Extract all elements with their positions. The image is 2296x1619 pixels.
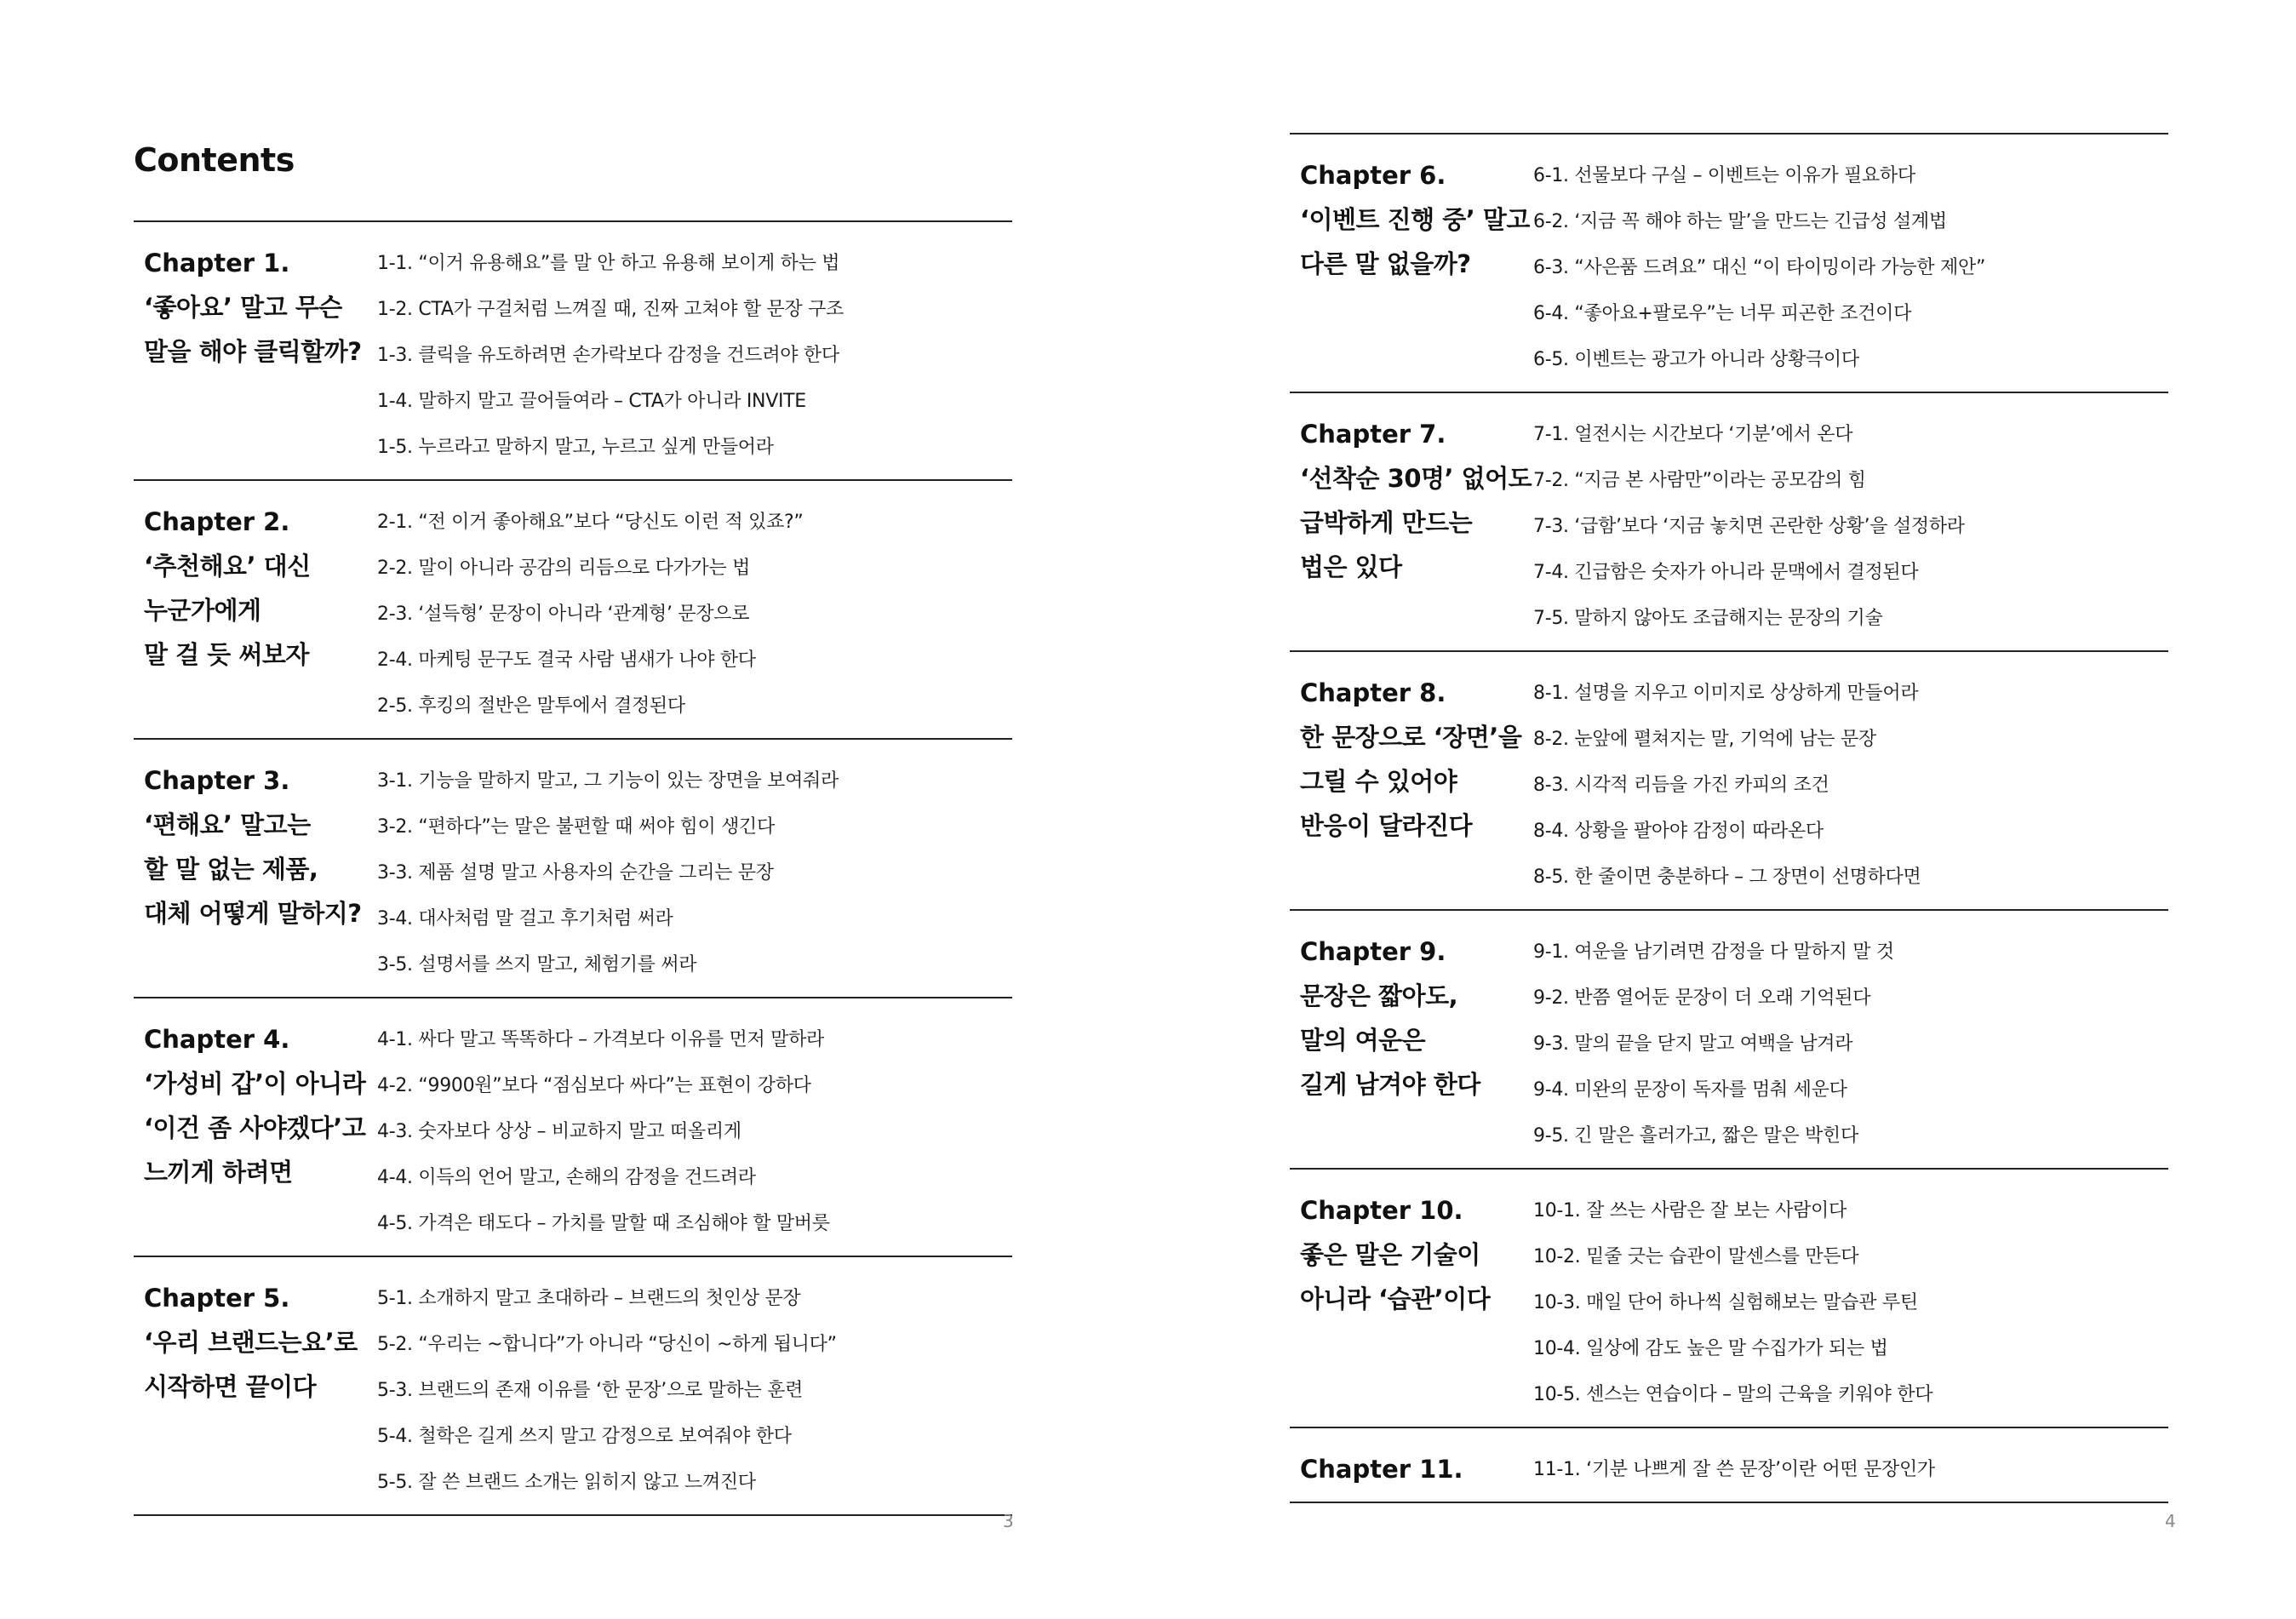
chapter-title-line: ‘선착순 30명’ 없어도 xyxy=(1300,464,1532,493)
chapter-heading xyxy=(1290,412,1533,589)
section-item: 4-1. 싸다 말고 똑똑하다 – 가격보다 이유를 먼저 말하라 xyxy=(377,1029,825,1050)
chapter-heading xyxy=(1290,1188,1533,1321)
section-item: 1-2. CTA가 구걸처럼 느껴질 때, 진짜 고쳐야 할 문장 구조 xyxy=(377,299,844,320)
page-number: 4 xyxy=(2165,1511,2176,1531)
section-item: 9-4. 미완의 문장이 독자를 멈춰 세운다 xyxy=(1533,1079,1847,1101)
chapter-block xyxy=(1290,652,2168,911)
chapter-title-line: 아니라 ‘습관’이다 xyxy=(1300,1284,1491,1313)
section-item: 10-3. 매일 단어 하나씩 실험해보는 말습관 루틴 xyxy=(1533,1292,1918,1313)
chapter-number: Chapter 10. xyxy=(1300,1196,1463,1225)
chapter-title-line: 좋은 말은 기술이 xyxy=(1300,1240,1480,1269)
chapter-heading xyxy=(134,500,377,677)
chapter-title-line: ‘가성비 갑’이 아니라 xyxy=(144,1069,366,1098)
section-item: 8-5. 한 줄이면 충분하다 – 그 장면이 선명하다면 xyxy=(1533,867,1921,888)
section-item: 1-1. “이거 유용해요”를 말 안 하고 유용해 보이게 하는 법 xyxy=(377,253,840,274)
section-item: 9-3. 말의 끝을 닫지 말고 여백을 남겨라 xyxy=(1533,1033,1853,1055)
page-number: 3 xyxy=(1003,1511,1014,1531)
chapter-number: Chapter 3. xyxy=(144,766,290,795)
section-item: 10-4. 일상에 감도 높은 말 수집가가 되는 법 xyxy=(1533,1338,1888,1359)
chapter-block xyxy=(134,222,1012,481)
chapter-title-line: 시작하면 끝이다 xyxy=(144,1372,317,1401)
section-item: 9-1. 여운을 남기려면 감정을 다 말하지 말 것 xyxy=(1533,941,1894,963)
section-item: 7-3. ‘급함’보다 ‘지금 놓치면 곤란한 상황’을 설정하라 xyxy=(1533,516,1965,537)
chapter-block xyxy=(134,740,1012,998)
chapter-heading xyxy=(1290,1447,1533,1491)
chapter-number: Chapter 6. xyxy=(1300,161,1446,190)
chapter-title-line: 말의 여운은 xyxy=(1300,1026,1426,1055)
chapter-block xyxy=(134,998,1012,1257)
section-item: 4-2. “9900원”보다 “점심보다 싸다”는 표현이 강하다 xyxy=(377,1075,811,1096)
section-item: 2-4. 마케팅 문구도 결국 사람 냄새가 나야 한다 xyxy=(377,649,756,671)
section-item: 1-4. 말하지 말고 끌어들여라 – CTA가 아니라 INVITE xyxy=(377,391,806,412)
chapter-block xyxy=(134,481,1012,740)
section-list xyxy=(377,241,1012,471)
section-item: 10-1. 잘 쓰는 사람은 잘 보는 사람이다 xyxy=(1533,1200,1847,1221)
chapter-title-line: 한 문장으로 ‘장면’을 xyxy=(1300,723,1522,752)
chapter-block xyxy=(1290,911,2168,1170)
section-item: 3-1. 기능을 말하지 말고, 그 기능이 있는 장면을 보여줘라 xyxy=(377,770,839,792)
section-item: 7-5. 말하지 않아도 조급해지는 문장의 기술 xyxy=(1533,608,1883,629)
section-item: 5-2. “우리는 ~합니다”가 아니라 “당신이 ~하게 됩니다” xyxy=(377,1334,837,1355)
section-list xyxy=(1533,1188,2168,1418)
section-item: 6-1. 선물보다 구실 – 이벤트는 이유가 필요하다 xyxy=(1533,165,1915,186)
section-item: 4-4. 이득의 언어 말고, 손해의 감정을 건드려라 xyxy=(377,1167,756,1188)
chapter-heading xyxy=(134,241,377,374)
section-item: 9-5. 긴 말은 흘러가고, 짧은 말은 박힌다 xyxy=(1533,1125,1858,1147)
section-item: 6-3. “사은품 드려요” 대신 “이 타이밍이라 가능한 제안” xyxy=(1533,257,1986,278)
section-item: 3-5. 설명서를 쓰지 말고, 체험기를 써라 xyxy=(377,954,697,975)
chapter-block xyxy=(1290,1170,2168,1428)
chapter-title-line: ‘이벤트 진행 중’ 말고 xyxy=(1300,205,1530,234)
chapter-title-line: ‘편해요’ 말고는 xyxy=(144,810,311,839)
section-list xyxy=(377,758,1012,988)
chapter-title-line: 급박하게 만드는 xyxy=(1300,508,1473,537)
section-item: 2-2. 말이 아니라 공감의 리듬으로 다가가는 법 xyxy=(377,558,751,579)
chapter-block xyxy=(1290,134,2168,393)
chapter-title-line: 반응이 달라진다 xyxy=(1300,811,1473,840)
section-item: 6-4. “좋아요+팔로우”는 너무 피곤한 조건이다 xyxy=(1533,303,1912,324)
chapter-title-line: 문장은 짧아도, xyxy=(1300,981,1458,1010)
chapter-number: Chapter 9. xyxy=(1300,937,1446,966)
section-item: 10-2. 밑줄 긋는 습관이 말센스를 만든다 xyxy=(1533,1246,1859,1267)
chapter-title-line: 법은 있다 xyxy=(1300,552,1402,581)
section-item: 4-3. 숫자보다 상상 – 비교하지 말고 떠올리게 xyxy=(377,1121,741,1142)
section-item: 8-4. 상황을 팔아야 감정이 따라온다 xyxy=(1533,821,1824,842)
section-item: 1-5. 누르라고 말하지 말고, 누르고 싶게 만들어라 xyxy=(377,437,774,458)
chapter-number: Chapter 1. xyxy=(144,249,290,277)
section-item: 7-1. 얼전시는 시간보다 ‘기분’에서 온다 xyxy=(1533,424,1853,445)
chapter-list-left xyxy=(134,220,1012,1516)
right-page xyxy=(1148,0,2296,1619)
chapter-title-line: 할 말 없는 제품, xyxy=(144,855,318,884)
chapter-heading xyxy=(1290,671,1533,848)
section-item: 7-2. “지금 본 사람만”이라는 공모감의 힘 xyxy=(1533,470,1866,491)
chapter-title-line: 말을 해야 클릭할까? xyxy=(144,337,362,366)
chapter-title-line: 누군가에게 xyxy=(144,596,261,625)
chapter-title-line: 다른 말 없을까? xyxy=(1300,249,1471,278)
section-list xyxy=(1533,930,2168,1159)
chapter-list-right xyxy=(1290,133,2168,1503)
section-item: 8-3. 시각적 리듬을 가진 카피의 조건 xyxy=(1533,775,1829,796)
section-item: 4-5. 가격은 태도다 – 가치를 말할 때 조심해야 할 말버릇 xyxy=(377,1213,830,1234)
chapter-number: Chapter 11. xyxy=(1300,1455,1463,1484)
section-item: 2-1. “전 이거 좋아해요”보다 “당신도 이런 적 있죠?” xyxy=(377,512,804,533)
chapter-number: Chapter 4. xyxy=(144,1025,290,1054)
chapter-heading xyxy=(1290,153,1533,286)
chapter-block xyxy=(134,1257,1012,1516)
chapter-title-line: ‘추천해요’ 대신 xyxy=(144,552,311,581)
chapter-number: Chapter 5. xyxy=(144,1284,290,1313)
section-item: 7-4. 긴급함은 숫자가 아니라 문맥에서 결정된다 xyxy=(1533,562,1919,583)
section-list xyxy=(377,1017,1012,1247)
chapter-title-line: 대체 어떻게 말하지? xyxy=(144,899,362,928)
section-item: 5-4. 철학은 길게 쓰지 말고 감정으로 보여줘야 한다 xyxy=(377,1426,792,1447)
section-item: 3-3. 제품 설명 말고 사용자의 순간을 그리는 문장 xyxy=(377,862,774,884)
contents-title: Contents xyxy=(134,141,295,179)
chapter-title-line: ‘우리 브랜드는요’로 xyxy=(144,1328,358,1357)
chapter-title-line: 그릴 수 있어야 xyxy=(1300,767,1457,796)
section-list xyxy=(1533,1447,2168,1493)
section-item: 3-4. 대사처럼 말 걸고 후기처럼 써라 xyxy=(377,908,673,930)
section-item: 11-1. ‘기분 나쁘게 잘 쓴 문장’이란 어떤 문장인가 xyxy=(1533,1459,1935,1480)
chapter-title-line: 길게 남겨야 한다 xyxy=(1300,1070,1480,1099)
chapter-block xyxy=(1290,1428,2168,1503)
section-item: 10-5. 센스는 연습이다 – 말의 근육을 키워야 한다 xyxy=(1533,1384,1933,1405)
section-item: 6-5. 이벤트는 광고가 아니라 상황극이다 xyxy=(1533,349,1859,370)
chapter-title-line: ‘좋아요’ 말고 무슨 xyxy=(144,293,342,322)
section-item: 2-3. ‘설득형’ 문장이 아니라 ‘관계형’ 문장으로 xyxy=(377,604,750,625)
chapter-title-line: ‘이건 좀 사야겠다’고 xyxy=(144,1113,366,1142)
section-item: 8-2. 눈앞에 펼쳐지는 말, 기억에 남는 문장 xyxy=(1533,729,1876,750)
chapter-heading xyxy=(134,1017,377,1194)
section-item: 5-3. 브랜드의 존재 이유를 ‘한 문장’으로 말하는 훈련 xyxy=(377,1380,804,1401)
section-item: 1-3. 클릭을 유도하려면 손가락보다 감정을 건드려야 한다 xyxy=(377,345,839,366)
chapter-heading xyxy=(134,1276,377,1409)
section-list xyxy=(1533,153,2168,383)
section-item: 2-5. 후킹의 절반은 말투에서 결정된다 xyxy=(377,695,685,717)
section-item: 5-1. 소개하지 말고 초대하라 – 브랜드의 첫인상 문장 xyxy=(377,1288,801,1309)
section-list xyxy=(377,500,1012,729)
section-item: 6-2. ‘지금 꼭 해야 하는 말’을 만드는 긴급성 설계법 xyxy=(1533,211,1947,232)
chapter-number: Chapter 8. xyxy=(1300,678,1446,707)
section-item: 8-1. 설명을 지우고 이미지로 상상하게 만들어라 xyxy=(1533,683,1919,704)
section-list xyxy=(377,1276,1012,1506)
section-item: 5-5. 잘 쓴 브랜드 소개는 읽히지 않고 느껴진다 xyxy=(377,1472,756,1493)
chapter-heading xyxy=(1290,930,1533,1107)
chapter-number: Chapter 7. xyxy=(1300,420,1446,449)
chapter-title-line: 느끼게 하려면 xyxy=(144,1158,293,1187)
section-item: 9-2. 반쯤 열어둔 문장이 더 오래 기억된다 xyxy=(1533,987,1871,1009)
chapter-heading xyxy=(134,758,377,935)
chapter-title-line: 말 걸 듯 써보자 xyxy=(144,640,309,669)
section-list xyxy=(1533,412,2168,642)
section-item: 3-2. “편하다”는 말은 불편할 때 써야 힘이 생긴다 xyxy=(377,816,775,838)
section-list xyxy=(1533,671,2168,901)
chapter-block xyxy=(1290,393,2168,652)
chapter-number: Chapter 2. xyxy=(144,507,290,536)
